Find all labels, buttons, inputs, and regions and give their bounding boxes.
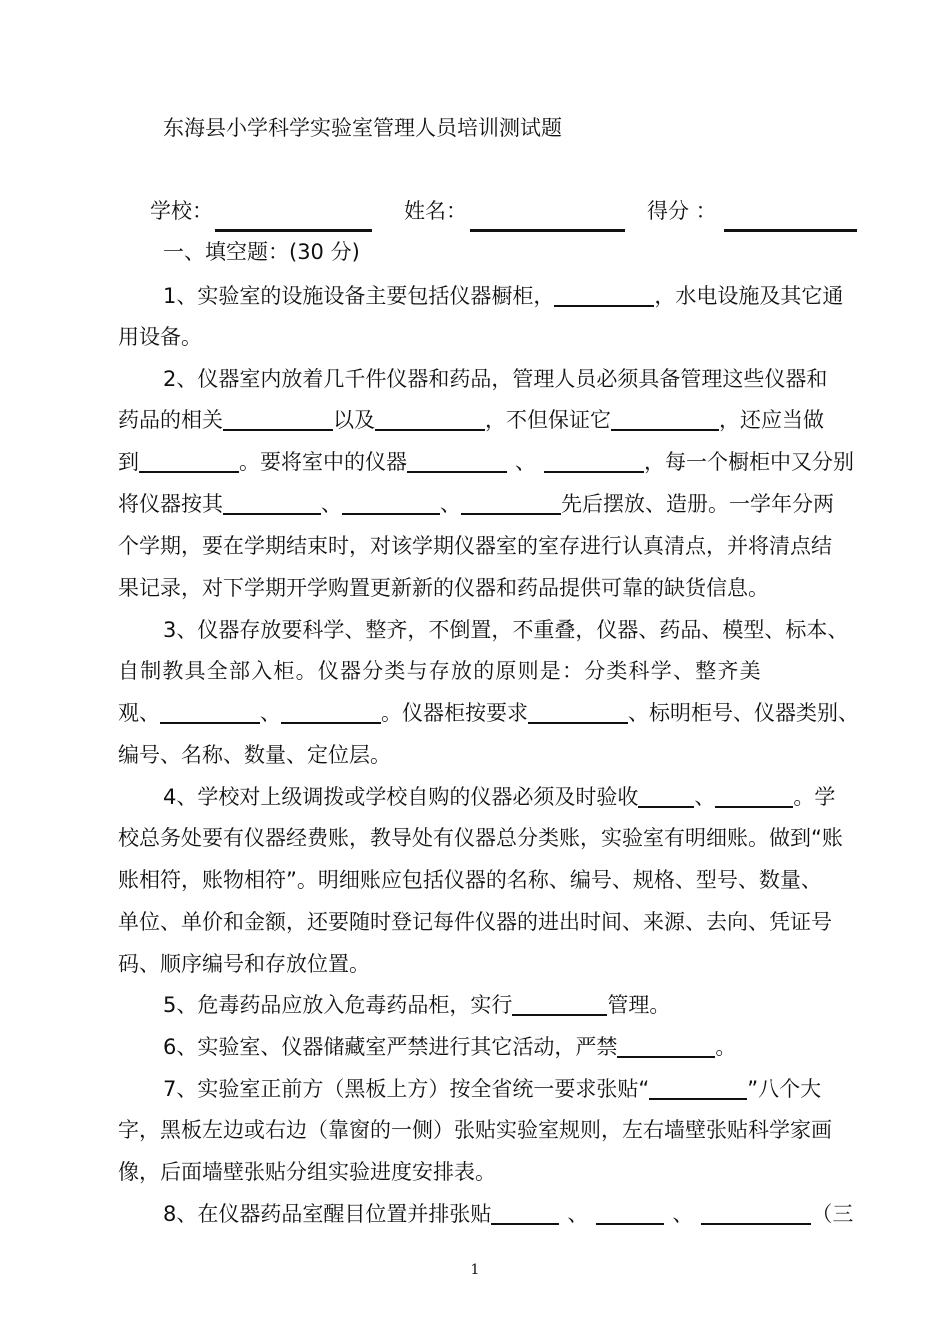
q2-blank-1[interactable] bbox=[223, 407, 333, 431]
q8-blank-1[interactable] bbox=[491, 1201, 559, 1225]
q3-text: 、标明柜号、仪器类别、 bbox=[628, 701, 859, 725]
q3-text: 观、 bbox=[118, 701, 160, 725]
q4-line5: 码、顺序编号和存放位置。 bbox=[118, 952, 370, 976]
q2-blank-5[interactable] bbox=[407, 449, 507, 473]
q3-line4: 编号、名称、数量、定位层。 bbox=[118, 743, 391, 767]
q2-text: ，不但保证它 bbox=[485, 408, 611, 432]
q8-text: 8、在仪器药品室醒目位置并排张贴 bbox=[163, 1202, 492, 1226]
q6-line1 bbox=[163, 1033, 736, 1061]
q2-blank-6[interactable] bbox=[544, 449, 644, 473]
q2-line3 bbox=[118, 448, 854, 476]
q4-line2: 校总务处要有仪器经费账，教导处有仪器总分类账，实验室有明细账。做到“账 bbox=[118, 826, 843, 850]
school-label: 学校： bbox=[150, 199, 213, 223]
q7-text: ”八个大 bbox=[747, 1077, 822, 1101]
page-number: 1 bbox=[470, 1262, 480, 1278]
q2-blank-4[interactable] bbox=[139, 449, 239, 473]
q3-text: 、 bbox=[260, 701, 281, 725]
q2-blank-3[interactable] bbox=[611, 407, 719, 431]
q3-line1: 3、仪器存放要科学、整齐，不倒置，不重叠，仪器、药品、模型、标本、 bbox=[163, 618, 849, 642]
q2-text: 、 bbox=[321, 492, 342, 516]
q3-line3 bbox=[118, 699, 859, 727]
q7-line3: 像，后面墙壁张贴分组实验进度安排表。 bbox=[118, 1160, 496, 1184]
q2-text: 。要将室中的仪器 bbox=[239, 450, 407, 474]
q2-text: 、 bbox=[515, 450, 536, 474]
q2-text: 将仪器按其 bbox=[118, 492, 223, 516]
q8-blank-2[interactable] bbox=[596, 1201, 664, 1225]
q3-line2: 自制教具全部入柜。仪器分类与存放的原则是：分类科学、整齐美 bbox=[118, 659, 762, 683]
q4-text: 、 bbox=[694, 785, 716, 809]
q2-blank-2[interactable] bbox=[375, 407, 485, 431]
q4-line3: 账相符，账物相符”。明细账应包括仪器的名称、编号、规格、型号、数量、 bbox=[118, 868, 822, 892]
q3-text: 。仪器柜按要求 bbox=[381, 701, 528, 725]
q2-line6: 果记录，对下学期开学购置更新新的仪器和药品提供可靠的缺货信息。 bbox=[118, 576, 769, 600]
q4-blank-1[interactable] bbox=[638, 784, 694, 808]
q1-text-b: ，水电设施及其它通 bbox=[654, 284, 844, 308]
q7-text: 7、实验室正前方（黑板上方）按全省统一要求张贴“ bbox=[163, 1077, 650, 1101]
name-label: 姓名： bbox=[404, 199, 467, 223]
q4-line1 bbox=[163, 783, 835, 811]
q7-line2: 字，黑板左边或右边（靠窗的一侧）张贴实验室规则，左右墙壁张贴科学家画 bbox=[118, 1118, 832, 1142]
q1-text-a: 1、实验室的设施设备主要包括仪器橱柜， bbox=[163, 284, 555, 308]
q5-blank-1[interactable] bbox=[512, 992, 607, 1016]
q5-text: 管理。 bbox=[607, 993, 671, 1017]
doc-title: 东海县小学科学实验室管理人员培训测试题 bbox=[163, 116, 562, 140]
q8-blank-3[interactable] bbox=[701, 1201, 811, 1225]
q2-text: 先后摆放、造册。一学年分两 bbox=[561, 492, 834, 516]
q2-text: ，每一个橱柜中又分别 bbox=[644, 450, 854, 474]
q4-line4: 单位、单价和金额，还要随时登记每件仪器的进出时间、来源、去向、凭证号 bbox=[118, 910, 832, 934]
q8-text: （三 bbox=[811, 1202, 854, 1226]
q6-text: 。 bbox=[715, 1035, 737, 1059]
q2-text: 药品的相关 bbox=[118, 408, 223, 432]
q2-text: ，还应当做 bbox=[719, 408, 824, 432]
q4-text: 。学 bbox=[793, 785, 836, 809]
q8-text: 、 bbox=[567, 1202, 589, 1226]
q7-blank-1[interactable] bbox=[649, 1076, 747, 1100]
name-blank[interactable] bbox=[470, 207, 625, 232]
q2-text: 到 bbox=[118, 450, 139, 474]
q6-text: 6、实验室、仪器储藏室严禁进行其它活动，严禁 bbox=[163, 1035, 618, 1059]
score-label: 得分 ： bbox=[647, 199, 717, 223]
q2-blank-9[interactable] bbox=[461, 491, 561, 515]
q4-blank-2[interactable] bbox=[715, 784, 793, 808]
q5-text: 5、危毒药品应放入危毒药品柜，实行 bbox=[163, 993, 513, 1017]
q1-line2: 用设备。 bbox=[118, 325, 202, 349]
q3-blank-2[interactable] bbox=[281, 700, 381, 724]
q6-blank-1[interactable] bbox=[617, 1034, 715, 1058]
q2-blank-8[interactable] bbox=[342, 491, 440, 515]
q5-line1 bbox=[163, 991, 670, 1019]
q8-text: 、 bbox=[672, 1202, 694, 1226]
q2-line4 bbox=[118, 490, 834, 518]
q2-blank-7[interactable] bbox=[223, 491, 321, 515]
q3-blank-3[interactable] bbox=[528, 700, 628, 724]
score-blank[interactable] bbox=[724, 207, 857, 232]
q8-line1 bbox=[163, 1200, 853, 1228]
q7-line1 bbox=[163, 1075, 821, 1103]
q1-blank-1[interactable] bbox=[554, 283, 654, 307]
q2-text: 、 bbox=[440, 492, 461, 516]
q2-line2 bbox=[118, 406, 824, 434]
school-blank[interactable] bbox=[215, 207, 372, 232]
q3-blank-1[interactable] bbox=[160, 700, 260, 724]
q2-line5: 个学期，要在学期结束时，对该学期仪器室的室存进行认真清点，并将清点结 bbox=[118, 534, 832, 558]
section-heading: 一、填空题：(30 分) bbox=[163, 240, 360, 264]
q2-line1: 2、仪器室内放着几千件仪器和药品，管理人员必须具备管理这些仪器和 bbox=[163, 367, 828, 391]
q2-text: 以及 bbox=[333, 408, 375, 432]
q4-text: 4、学校对上级调拨或学校自购的仪器必须及时验收 bbox=[163, 785, 639, 809]
q1-line1 bbox=[163, 282, 843, 310]
